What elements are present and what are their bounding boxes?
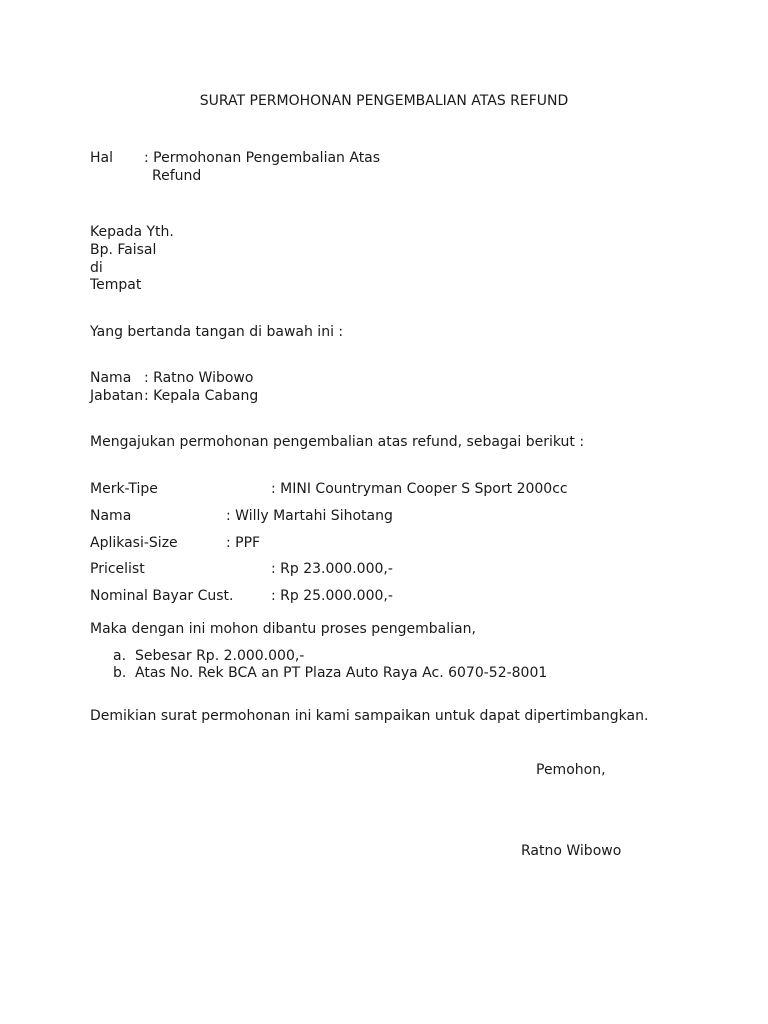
recipient-line4: Tempat: [90, 277, 142, 293]
aplikasi-value: : PPF: [226, 535, 261, 551]
list-item-b-marker: b.: [113, 665, 127, 681]
signer-name-label: Nama: [90, 370, 132, 386]
list-item-a-text: Sebesar Rp. 2.000.000,-: [135, 648, 305, 664]
signature-name: Ratno Wibowo: [521, 843, 622, 859]
nominal-label: Nominal Bayar Cust.: [90, 588, 234, 604]
recipient-line3: di: [90, 260, 103, 276]
signer-name-value: : Ratno Wibowo: [144, 370, 254, 386]
recipient-line2: Bp. Faisal: [90, 242, 157, 258]
merk-label: Merk-Tipe: [90, 481, 158, 497]
aplikasi-label: Aplikasi-Size: [90, 535, 178, 551]
request-intro: Mengajukan permohonan pengembalian atas refund, sebagai berikut :: [90, 434, 585, 450]
hal-label: Hal: [90, 150, 113, 166]
intro-text: Yang bertanda tangan di bawah ini :: [90, 324, 344, 340]
signature-label: Pemohon,: [536, 762, 606, 778]
assist-text: Maka dengan ini mohon dibantu proses pengembalian,: [90, 621, 476, 637]
customer-name-label: Nama: [90, 508, 132, 524]
closing-text: Demikian surat permohonan ini kami sampaikan untuk dapat dipertimbangkan.: [90, 708, 649, 724]
customer-name-value: : Willy Martahi Sihotang: [226, 508, 393, 524]
list-item-b-text: Atas No. Rek BCA an PT Plaza Auto Raya Ac. 6070-52-8001: [135, 665, 548, 681]
pricelist-label: Pricelist: [90, 561, 145, 577]
recipient-line1: Kepada Yth.: [90, 224, 174, 240]
signer-position-label: Jabatan: [90, 388, 144, 404]
nominal-value: : Rp 25.000.000,-: [271, 588, 393, 604]
hal-value-line2: Refund: [152, 168, 202, 184]
merk-value: : MINI Countryman Cooper S Sport 2000cc: [271, 481, 568, 497]
signer-position-value: : Kepala Cabang: [144, 388, 259, 404]
letter-title: SURAT PERMOHONAN PENGEMBALIAN ATAS REFUND: [199, 93, 569, 109]
hal-value-line1: : Permohonan Pengembalian Atas: [144, 150, 381, 166]
list-item-a-marker: a.: [113, 648, 127, 664]
pricelist-value: : Rp 23.000.000,-: [271, 561, 393, 577]
